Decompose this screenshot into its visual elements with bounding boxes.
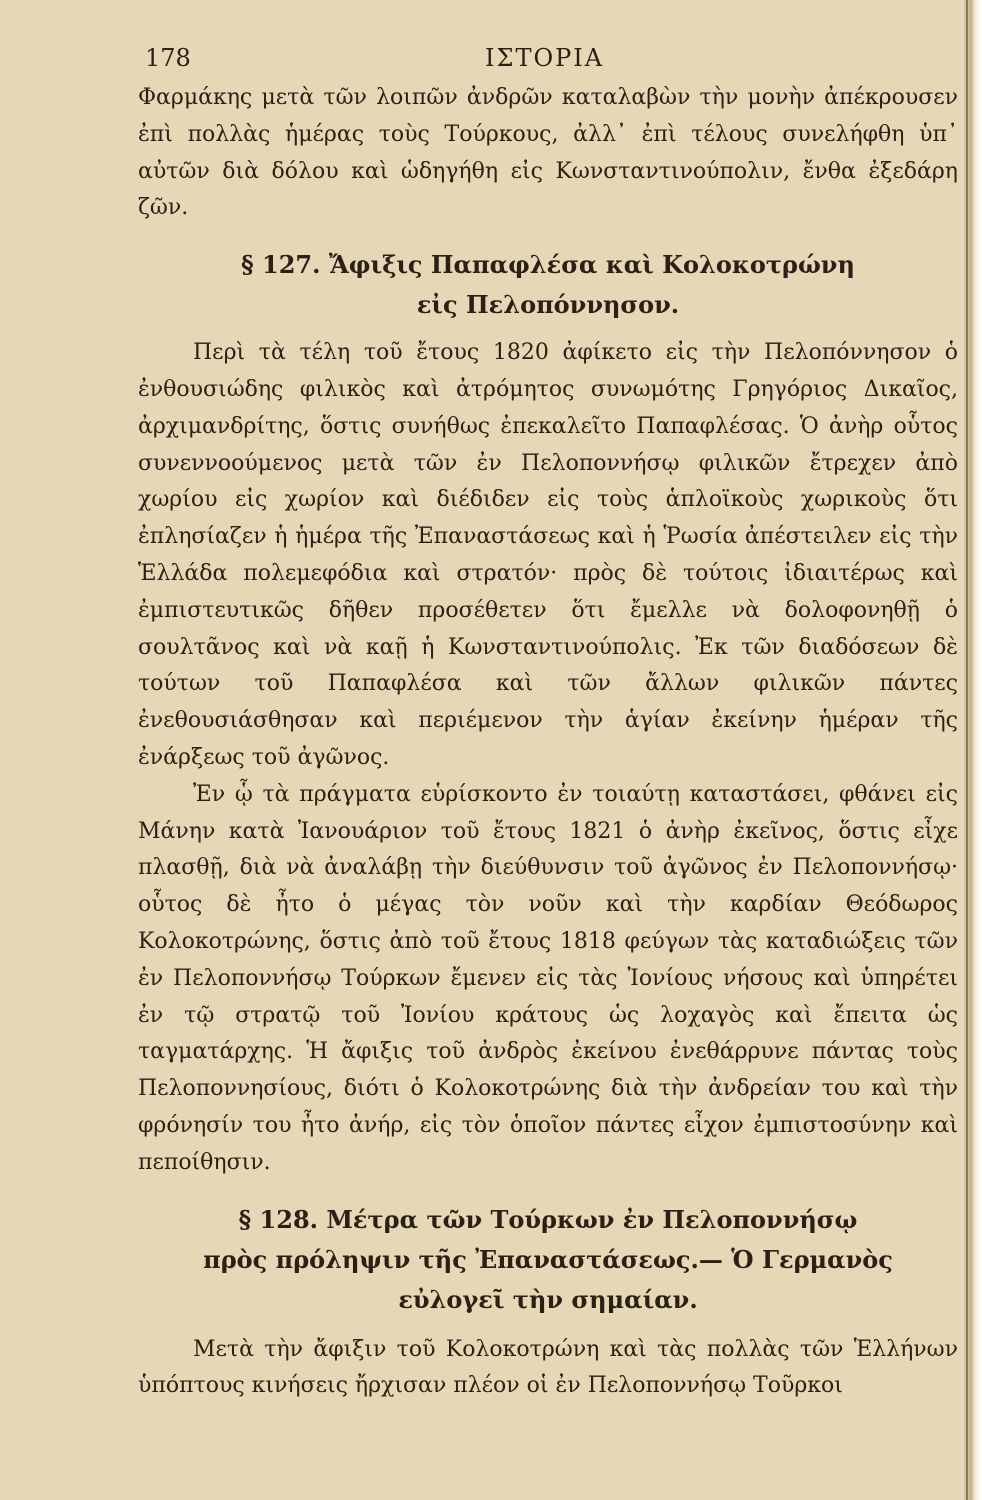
paragraph-continuation: Φαρμάκης μετὰ τῶν λοιπῶν ἀνδρῶν καταλαβὼν τὴν μονὴν ἀπέκρουσεν ἐπὶ πολλὰς ἡμέρας τοὺς Τούρκους, ἀλλ᾽ ἐπὶ τέλους συνελήφθη ὑπ᾽ αὐτῶν διὰ δόλου καὶ ὡδηγήθη εἰς Κωνσταντινούπολιν, ἔνθα ἐξεδάρη ζῶν. — [138, 85, 958, 221]
section-title-line: εὐλογεῖ τὴν σημαίαν. — [398, 1284, 698, 1314]
page-header — [145, 44, 935, 84]
section-title-line: εἰς Πελοπόννησον. — [416, 290, 680, 320]
paragraph: Μετὰ τὴν ἄφιξιν τοῦ Κολοκοτρώνη καὶ τὰς πολλὰς τῶν Ἑλλήνων ὑπόπτους κινήσεις ἤρχισαν πλέον οἱ ἐν Πελοποννήσῳ Τοῦρκοι — [138, 1336, 958, 1399]
paragraph: Περὶ τὰ τέλη τοῦ ἔτους 1820 ἀφίκετο εἰς τὴν Πελοπόννησον ὁ ἐνθουσιώδης φιλικὸς καὶ ἀτρόμητος συνωμότης Γρηγόριος Δικαῖος, ἀρχιμανδρίτης, ὅστις συνήθως ἐπεκαλεῖτο Παπαφλέσας. Ὁ ἀνὴρ οὗτος συνεννοούμενος μετὰ τῶν ἐν Πελοποννήσῳ φιλικῶν ἔτρεχεν ἀπὸ χωρίου εἰς χωρίον καὶ διέδιδεν εἰς τοὺς ἁπλοϊκοὺς χωρικοὺς ὅτι ἐπλησίαζεν ἡ ἡμέρα τῆς Ἐπαναστάσεως καὶ ἡ Ῥωσία ἀπέστειλεν εἰς τὴν Ἑλλάδα πολεμεφόδια καὶ στρατόν· πρὸς δὲ τούτοις ἰδιαιτέρως καὶ ἐμπιστευτικῶς δῆθεν προσέθετεν ὅτι ἔμελλε νὰ δολοφονηθῇ ὁ σουλτᾶνος καὶ νὰ καῇ ἡ Κωνσταντινούπολις. Ἐκ τῶν διαδόσεων δὲ τούτων τοῦ Παπαφλέσα καὶ τῶν ἄλλων φιλικῶν πάντες ἐνεθουσιάσθησαν καὶ περιέμενον τὴν ἁγίαν ἐκείνην ἡμέραν τῆς ἐνάρξεως τοῦ ἀγῶνος. — [138, 340, 958, 770]
section-title-line: Ἄφιξις Παπαφλέσα καὶ Κολοκοτρώνη — [328, 250, 855, 280]
page-body — [138, 80, 958, 1405]
section-title-line: Μέτρα τῶν Τούρκων ἐν Πελοποννήσῳ — [326, 1204, 858, 1234]
section-heading-127 — [138, 245, 958, 325]
section-number: § 128. — [238, 1204, 318, 1234]
section-number: § 127. — [241, 250, 321, 280]
section-title-line: πρὸς πρόληψιν τῆς Ἐπαναστάσεως.— Ὁ Γερμανὸς — [203, 1244, 893, 1274]
book-spine-line — [966, 0, 968, 1500]
page-number: 178 — [145, 44, 191, 72]
section-heading-128 — [138, 1200, 958, 1320]
running-title: ΙΣΤΟΡΙΑ — [485, 44, 605, 72]
paragraph: Ἐν ᾧ τὰ πράγματα εὑρίσκοντο ἐν τοιαύτῃ καταστάσει, φθάνει εἰς Μάνην κατὰ Ἰανουάριον τοῦ ἔτους 1821 ὁ ἀνὴρ ἐκεῖνος, ὅστις εἶχε πλασθῇ, διὰ νὰ ἀναλάβῃ τὴν διεύθυνσιν τοῦ ἀγῶνος ἐν Πελοποννήσῳ· οὗτος δὲ ἦτο ὁ μέγας τὸν νοῦν καὶ τὴν καρδίαν Θεόδωρος Κολοκοτρώνης, ὅστις ἀπὸ τοῦ ἔτους 1818 φεύγων τὰς καταδιώξεις τῶν ἐν Πελοποννήσῳ Τούρκων ἔμενεν εἰς τὰς Ἰονίους νήσους καὶ ὑπηρέτει ἐν τῷ στρατῷ τοῦ Ἰονίου κράτους ὡς λοχαγὸς καὶ ἔπειτα ὡς ταγματάρχης. Ἡ ἄφιξις τοῦ ἀνδρὸς ἐκείνου ἐνεθάρρυνε πάντας τοὺς Πελοποννησίους, διότι ὁ Κολοκοτρώνης διὰ τὴν ἀνδρείαν του καὶ τὴν φρόνησίν του ἦτο ἀνήρ, εἰς τὸν ὁποῖον πάντες εἶχον ἐμπιστοσύνην καὶ πεποίθησιν. — [138, 781, 958, 1175]
